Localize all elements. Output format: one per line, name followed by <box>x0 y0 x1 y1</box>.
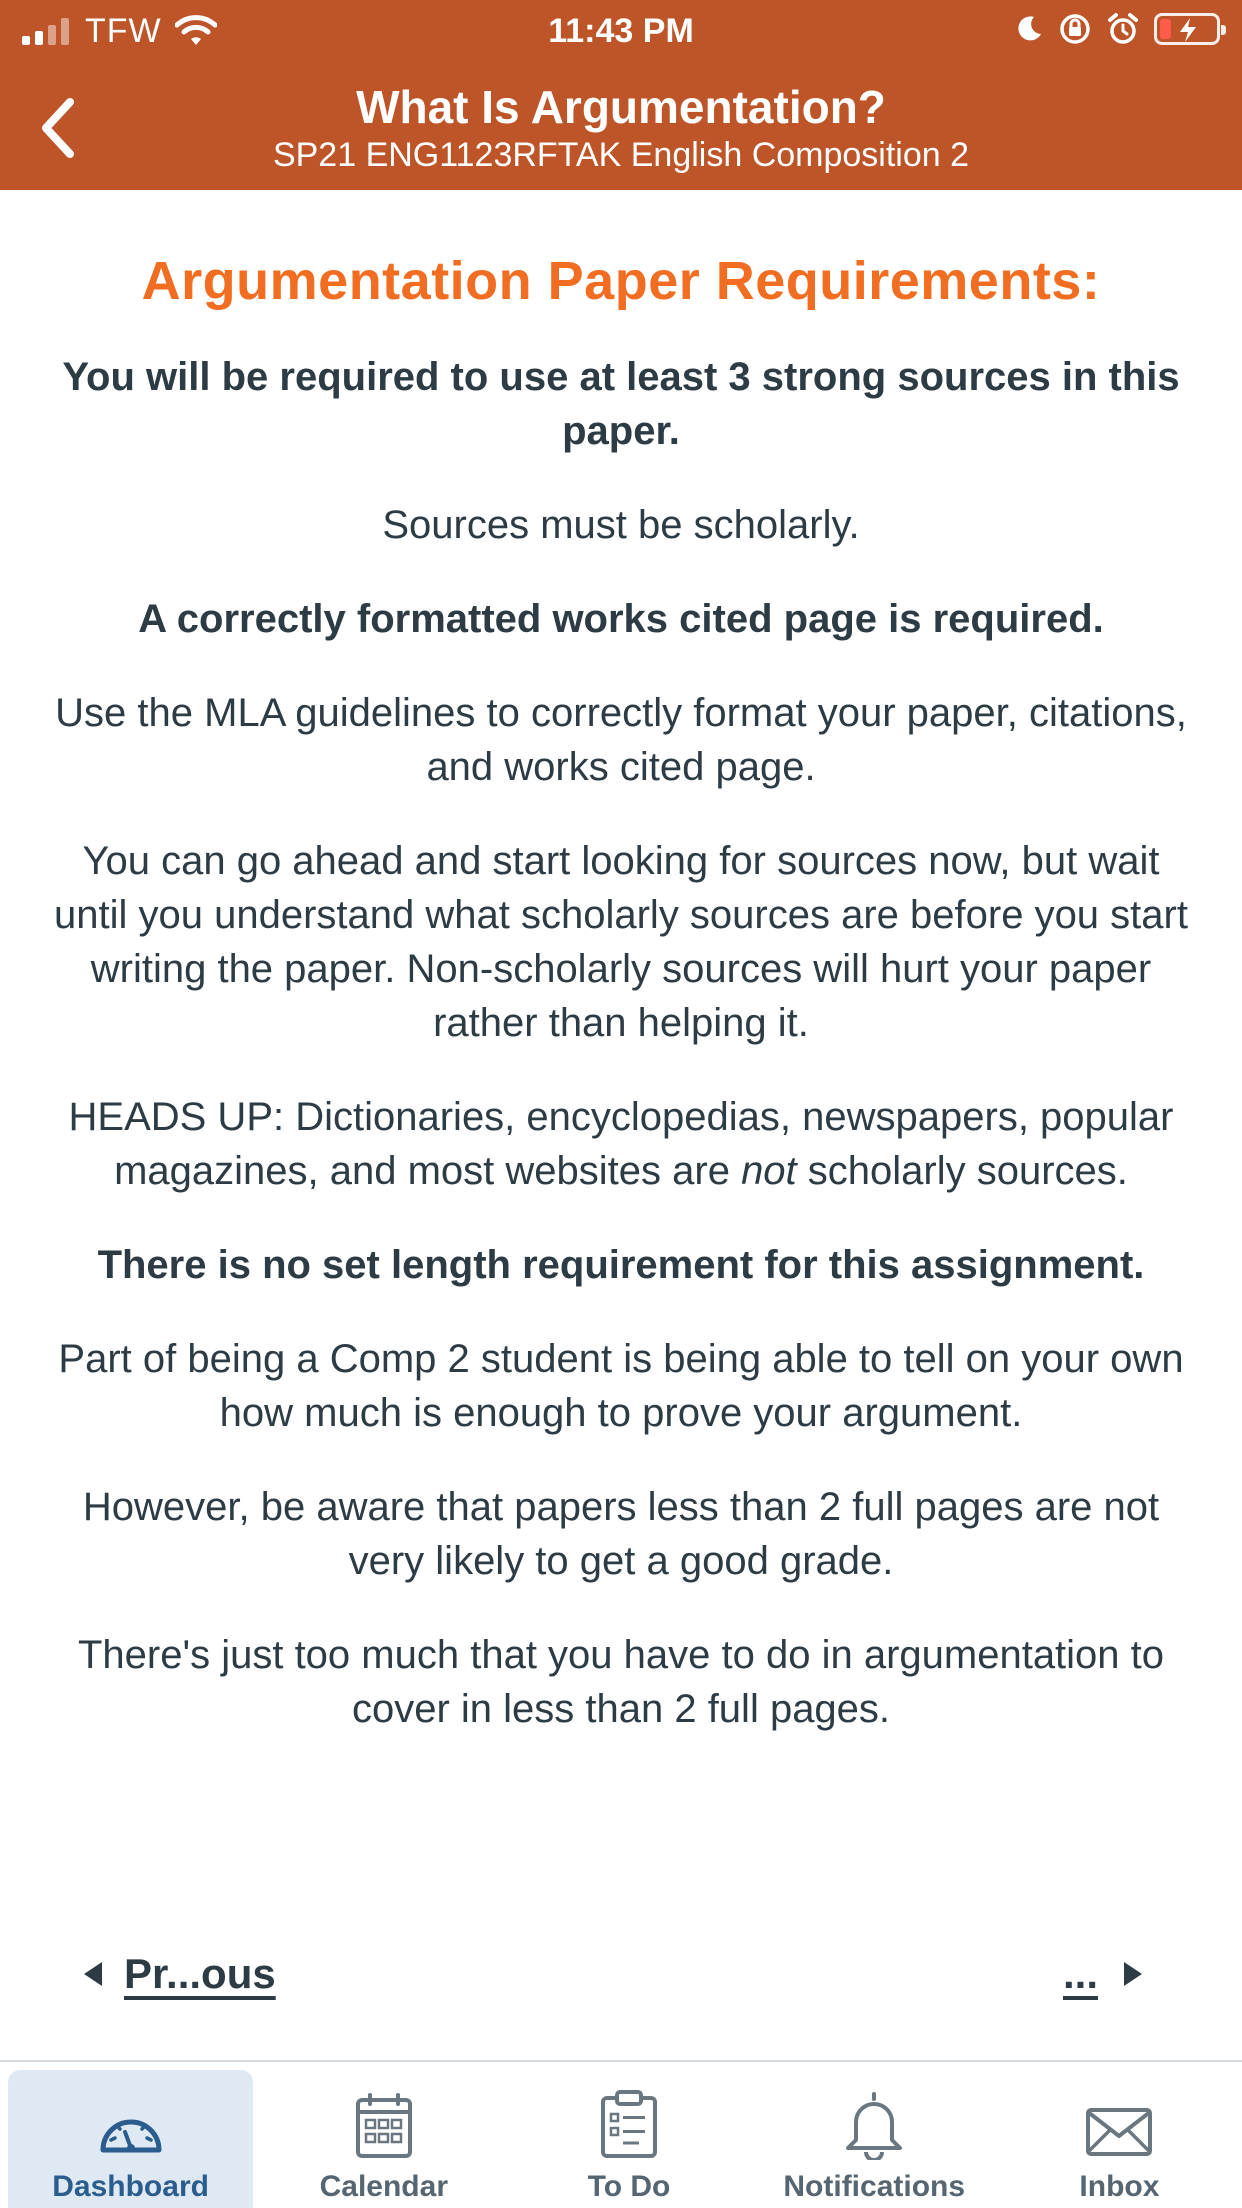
tab-inbox-label: Inbox <box>1079 2170 1160 2203</box>
orientation-lock-icon <box>1058 12 1092 46</box>
moon-icon <box>1014 14 1044 44</box>
tab-calendar-label: Calendar <box>319 2170 448 2203</box>
length-reason: There's just too much that you have to do in argumentation to cover in less than 2 full pages. <box>77 1633 1165 1731</box>
caret-left-icon <box>84 1962 102 1986</box>
tab-inbox[interactable] <box>997 2062 1242 2208</box>
page-title: What Is Argumentation? <box>356 81 886 133</box>
alarm-icon <box>1106 12 1140 46</box>
page-content <box>0 190 1242 1895</box>
calendar-icon <box>354 2092 414 2160</box>
tab-dashboard-label: Dashboard <box>52 2170 209 2203</box>
bottom-tab-bar <box>0 2060 1242 2208</box>
carrier-name: TFW <box>85 12 162 50</box>
battery-icon <box>1154 13 1220 45</box>
tab-calendar[interactable] <box>261 2062 506 2208</box>
previous-label: Pr...ous <box>124 1950 276 1997</box>
status-time: 11:43 PM <box>548 12 694 50</box>
requirement-sources: You will be required to use at least 3 strong sources in this paper. <box>62 355 1180 453</box>
todo-clipboard-icon <box>599 2090 659 2160</box>
heads-up-emphasis: not <box>741 1149 797 1193</box>
heads-up-note <box>50 1090 1192 1198</box>
bell-icon <box>842 2090 906 2160</box>
next-label: ... <box>1062 1950 1098 1997</box>
module-pager <box>0 1950 1242 2010</box>
previous-link[interactable] <box>84 1950 276 1998</box>
heads-up-text-a: HEADS UP: Dictionaries, encyclopedias, newspapers, popular magazines, and most websites are <box>68 1095 1174 1193</box>
length-requirement: There is no set length requirement for this assignment. <box>97 1243 1145 1287</box>
top-bar <box>0 0 1242 190</box>
status-bar <box>0 0 1242 62</box>
tab-todo-label: To Do <box>587 2170 671 2203</box>
length-warning: However, be aware that papers less than 2 full pages are not very likely to get a good grade. <box>82 1485 1160 1583</box>
sources-advice: You can go ahead and start looking for sources now, but wait until you understand what scholarly sources are before you start writing the paper. Non-scholarly sources will hurt your paper rather than helping it. <box>54 839 1188 1045</box>
tab-todo[interactable] <box>506 2062 751 2208</box>
course-subtitle: SP21 ENG1123RFTAK English Composition 2 <box>272 136 970 174</box>
envelope-icon <box>1084 2104 1154 2160</box>
tab-dashboard[interactable] <box>8 2070 253 2208</box>
tab-notifications[interactable] <box>752 2062 997 2208</box>
length-explanation: Part of being a Comp 2 student is being able to tell on your own how much is enough to prove your argument. <box>58 1337 1184 1435</box>
requirement-mla: Use the MLA guidelines to correctly format your paper, citations, and works cited page. <box>55 691 1187 789</box>
heads-up-text-b: scholarly sources. <box>796 1149 1128 1193</box>
tab-notifications-label: Notifications <box>783 2170 966 2203</box>
requirement-works-cited: A correctly formatted works cited page is required. <box>138 597 1104 641</box>
content-heading: Argumentation Paper Requirements: <box>141 251 1101 311</box>
caret-right-icon <box>1124 1962 1142 1986</box>
requirement-scholarly: Sources must be scholarly. <box>382 503 860 547</box>
status-right-icons <box>1014 12 1220 46</box>
next-link[interactable] <box>1063 1950 1142 1998</box>
dashboard-icon <box>95 2104 167 2160</box>
